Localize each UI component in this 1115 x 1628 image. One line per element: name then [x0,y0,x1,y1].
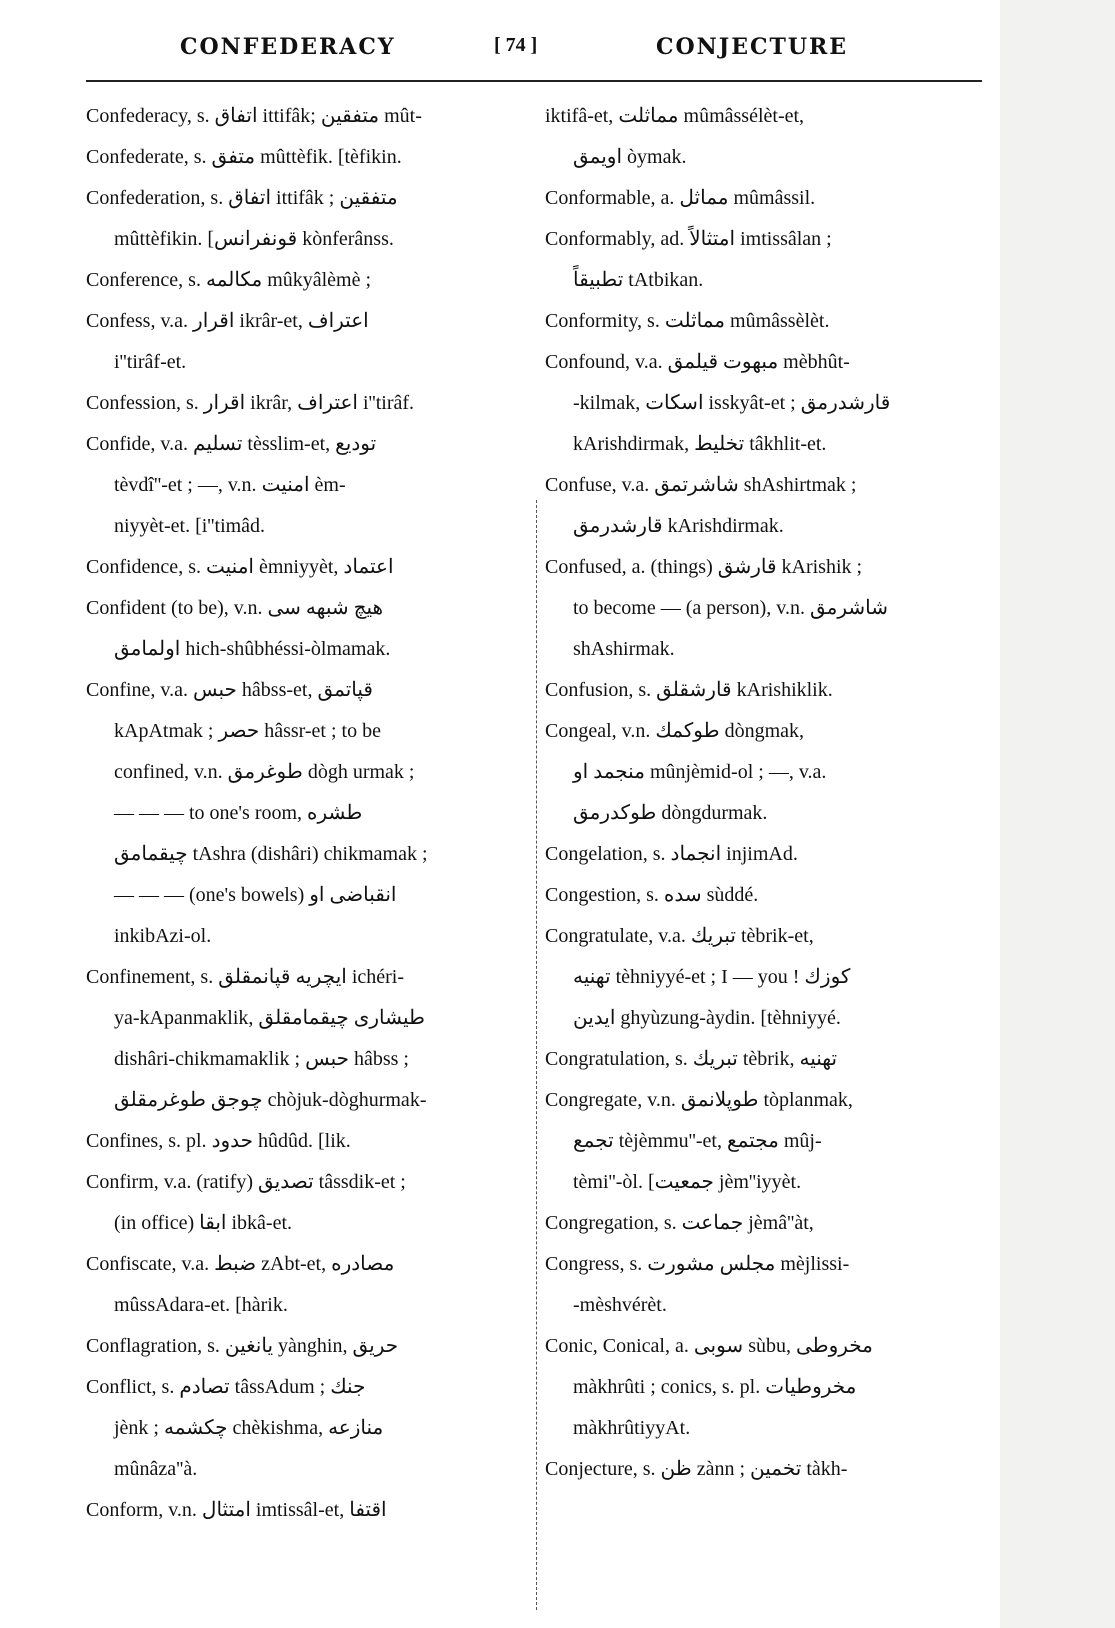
entry-line: Confusion, s. قارشقلق kArishiklik. [545,679,833,701]
entry-line: Congeal, v.n. طوكمك dòngmak, [545,720,804,742]
entry-line: to become — (a person), v.n. شاشرمق [573,597,889,619]
entry-line: Confederation, s. اتفاق ittifâk ; متفقين [86,187,398,209]
entry-line: Confinement, s. ايچريه قپانمقلق ichéri- [86,966,404,988]
entry-line: Conference, s. مكالمه mûkyâlèmè ; [86,269,372,291]
entry-line: تجمع tèjèmmu''-et, مجتمع mûj- [573,1130,822,1152]
right-running-headword: CONJECTURE [656,34,849,60]
entry-line: قارشدرمق kArishdirmak. [573,515,784,537]
entry-line: چوجق طوغرمقلق chòjuk-dòghurmak- [114,1089,427,1111]
entry-line: اويمق òymak. [573,146,687,168]
entry-line: Confuse, v.a. شاشرتمق shAshirtmak ; [545,474,857,496]
entry-line: Confound, v.a. مبهوت قيلمق mèbhût- [545,351,850,373]
entry-line: Conformity, s. مماثلت mûmâssèlèt. [545,310,830,332]
entry-line: Conformably, ad. امتثالاً imtissâlan ; [545,228,832,250]
entry-line: Confession, s. اقرار ikrâr, اعتراف i''tirâf. [86,392,415,414]
entry-line: Confiscate, v.a. ضبط zAbt-et, مصادره [86,1253,395,1275]
entry-line: ya-kApanmaklik, طيشارى چيقمامقلق [114,1007,425,1029]
entry-line: چيقمامق tAshra (dishâri) chikmamak ; [114,843,428,865]
entry-line: niyyèt-et. [i''timâd. [114,515,266,537]
entry-line: اولمامق hich-shûbhéssi-òlmamak. [114,638,391,660]
entry-line: Conformable, a. مماثل mûmâssil. [545,187,816,209]
entry-line: -mèshvérèt. [573,1294,667,1316]
entry-line: Confines, s. pl. حدود hûdûd. [lik. [86,1130,351,1152]
entry-line: طوكدرمق dòngdurmak. [573,802,768,824]
header-rule [86,80,982,82]
entry-line: inkibAzi-ol. [114,925,212,947]
page-header [86,30,982,64]
entry-line: màkhrûtiyyAt. [573,1417,691,1439]
entry-line: màkhrûti ; conics, s. pl. مخروطيات [573,1376,857,1398]
entry-line: confined, v.n. طوغرمق dògh urmak ; [114,761,415,783]
entry-line: — — — to one's room, طشره [114,802,363,824]
entry-line: Conjecture, s. ظن zànn ; تخمين tàkh- [545,1458,848,1480]
right-column [545,96,985,1596]
entry-line: jènk ; چكشمه chèkishma, منازعه [114,1417,384,1439]
entry-line: Confederacy, s. اتفاق ittifâk; متفقين mût- [86,105,422,127]
entry-line: تهنيه tèhniyyé-et ; I — you ! كوزك [573,966,851,988]
entry-line: Confirm, v.a. (ratify) تصديق tâssdik-et ; [86,1171,406,1193]
entry-line: Confess, v.a. اقرار ikrâr-et, اعتراف [86,310,369,332]
entry-line: Conform, v.n. امتثال imtissâl-et, اقتفا [86,1499,387,1521]
entry-line: Congestion, s. سده sùddé. [545,884,759,906]
entry-line: Congregate, v.n. طوپلانمق tòplanmak, [545,1089,853,1111]
left-column [86,96,526,1596]
entry-line: Congratulate, v.a. تبريك tèbrik-et, [545,925,814,947]
entry-line: -kilmak, اسكات isskyât-et ; قارشدرمق [573,392,891,414]
entry-line: iktifâ-et, مماثلت mûmâssélèt-et, [545,105,805,127]
entry-line: Confine, v.a. حبس hâbss-et, قپاتمق [86,679,373,701]
entry-line: tèvdî''-et ; —, v.n. امنيت èm- [114,474,346,496]
entry-line: i''tirâf-et. [114,351,187,373]
entry-line: kApAtmak ; حصر hâssr-et ; to be [114,720,381,742]
entry-line: dishâri-chikmamaklik ; حبس hâbss ; [114,1048,409,1070]
entry-line: Conflict, s. تصادم tâssAdum ; جنك [86,1376,366,1398]
entry-line: Conflagration, s. يانغين yànghin, حريق [86,1335,399,1357]
entry-line: Confident (to be), v.n. هيچ شبهه سى [86,597,384,619]
entry-line: Confederate, s. متفق mûttèfik. [tèfikin. [86,146,402,168]
page-number: [ 74 ] [494,34,538,56]
entry-line: tèmi''-òl. [جمعيت jèm''iyyèt. [573,1171,802,1193]
entry-line: (in office) ابقا ibkâ-et. [114,1212,293,1234]
entry-line: ايدين ghyùzung-àydin. [tèhniyyé. [573,1007,841,1029]
entry-line: Congratulation, s. تبريك tèbrik, تهنيه [545,1048,838,1070]
left-running-headword: CONFEDERACY [180,34,396,60]
entry-line: Confide, v.a. تسليم tèsslim-et, توديع [86,433,377,455]
entry-line: Congregation, s. جماعت jèmâ''àt, [545,1212,814,1234]
entry-line: Congress, s. مجلس مشورت mèjlissi- [545,1253,850,1275]
entry-line: منجمد او mûnjèmid-ol ; —, v.a. [573,761,827,783]
entry-line: — — — (one's bowels) انقباضى او [114,884,397,906]
entry-line: mûttèfikin. [قونفرانس kònferânss. [114,228,394,250]
entry-line: mûnâza''à. [114,1458,198,1480]
column-separator [536,500,537,1610]
entry-line: Congelation, s. انجماد injimAd. [545,843,798,865]
entry-line: تطبيقاً tAtbikan. [573,269,704,291]
entry-line: shAshirmak. [573,638,675,660]
entry-line: kArishdirmak, تخليط tâkhlit-et. [573,433,827,455]
entry-line: Confused, a. (things) قارشق kArishik ; [545,556,863,578]
entry-line: Conic, Conical, a. سوبى sùbu, مخروطى [545,1335,873,1357]
entry-line: mûssAdara-et. [hàrik. [114,1294,288,1316]
entry-line: Confidence, s. امنيت èmniyyèt, اعتماد [86,556,394,578]
